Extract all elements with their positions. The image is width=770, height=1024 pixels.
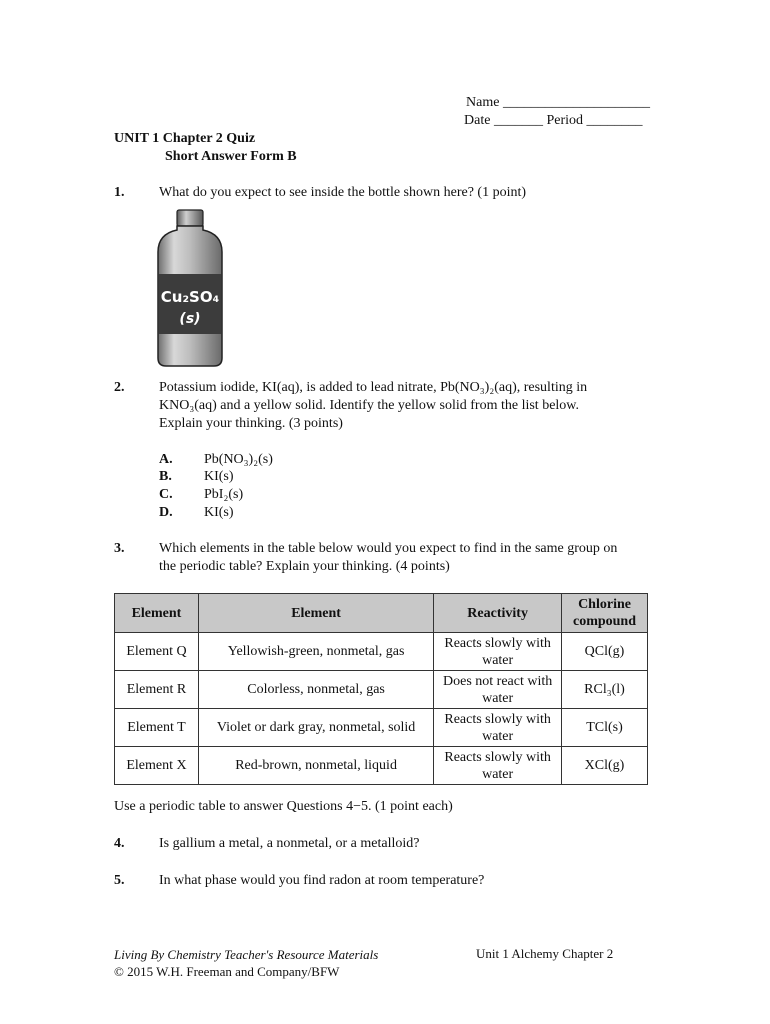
date-blank: _______	[493, 113, 543, 128]
cell-reactivity: Reacts slowly with water	[434, 633, 562, 671]
option-d-text: KI(s)	[204, 505, 234, 520]
bottle-label-formula: Cu₂SO₄	[160, 288, 220, 306]
question-2-line-2: KNO₃(aq) and a yellow solid. Identify the yellow solid from the list below.	[159, 398, 579, 413]
cell-element: Element X	[115, 747, 199, 785]
table-row	[115, 709, 648, 747]
cell-compound: TCl(s)	[562, 709, 648, 747]
cell-reactivity: Reacts slowly with water	[434, 709, 562, 747]
cell-element: Element R	[115, 671, 199, 709]
option-a-text: Pb(NO₃)₂(s)	[204, 452, 273, 467]
cell-description: Red-brown, nonmetal, liquid	[198, 747, 433, 785]
table-row	[115, 633, 648, 671]
question-1-number: 1.	[114, 185, 125, 200]
periodic-table-instruction: Use a periodic table to answer Questions 4−5. (1 point each)	[114, 799, 453, 814]
table-header-row	[115, 594, 648, 633]
element-table	[114, 593, 648, 785]
bottle-label-state: (s)	[179, 311, 201, 327]
cell-reactivity: Reacts slowly with water	[434, 747, 562, 785]
question-2-number: 2.	[114, 380, 125, 395]
cell-compound: QCl(g)	[562, 633, 648, 671]
quiz-title: UNIT 1 Chapter 2 Quiz	[114, 131, 256, 146]
quiz-subtitle: Short Answer Form B	[165, 149, 297, 164]
option-c-letter: C.	[159, 487, 173, 502]
option-c-text: PbI₂(s)	[204, 487, 244, 502]
period-label: Period	[546, 113, 583, 128]
question-2-line-1: Potassium iodide, KI(aq), is added to lead nitrate, Pb(NO₃)₂(aq), resulting in	[159, 380, 588, 395]
date-period-line	[464, 113, 643, 129]
cell-element: Element Q	[115, 633, 199, 671]
period-blank: ________	[586, 113, 643, 128]
question-1-text: What do you expect to see inside the bottle shown here? (1 point)	[159, 185, 527, 200]
cell-description: Colorless, nonmetal, gas	[198, 671, 433, 709]
cell-compound: XCl(g)	[562, 747, 648, 785]
header-element-description: Element	[198, 594, 433, 633]
footer-copyright: © 2015 W.H. Freeman and Company/BFW	[114, 964, 340, 979]
date-label: Date	[464, 113, 491, 128]
name-label: Name	[466, 95, 500, 110]
option-a-letter: A.	[159, 452, 173, 467]
footer-unit: Unit 1 Alchemy Chapter 2	[476, 946, 614, 961]
cell-description: Yellowish-green, nonmetal, gas	[198, 633, 433, 671]
cell-description: Violet or dark gray, nonmetal, solid	[198, 709, 433, 747]
question-3-line-1: Which elements in the table below would you expect to find in the same group on	[159, 541, 618, 556]
cell-compound: RCl₃(l)	[562, 671, 648, 709]
name-blank: _____________________	[502, 95, 650, 110]
header-chlorine-compound: Chlorine compound	[562, 594, 648, 633]
question-5-number: 5.	[114, 873, 125, 888]
option-b-text: KI(s)	[204, 469, 234, 484]
table-row	[115, 747, 648, 785]
question-3-line-2: the periodic table? Explain your thinking. (4 points)	[159, 559, 450, 574]
option-d-letter: D.	[159, 505, 173, 520]
name-line	[466, 95, 650, 111]
bottle-image	[150, 208, 230, 370]
question-5-text: In what phase would you find radon at room temperature?	[159, 873, 485, 888]
header-element: Element	[115, 594, 199, 633]
bottle-svg	[150, 208, 230, 370]
header-reactivity: Reactivity	[434, 594, 562, 633]
question-4-text: Is gallium a metal, a nonmetal, or a metalloid?	[159, 836, 420, 851]
option-b-letter: B.	[159, 469, 172, 484]
cell-element: Element T	[115, 709, 199, 747]
question-4-number: 4.	[114, 836, 125, 851]
footer-publication: Living By Chemistry Teacher's Resource Materials	[114, 947, 379, 962]
cell-reactivity: Does not react with water	[434, 671, 562, 709]
question-3-number: 3.	[114, 541, 125, 556]
table-row	[115, 671, 648, 709]
footer-left	[114, 946, 378, 980]
question-2-line-3: Explain your thinking. (3 points)	[159, 416, 343, 431]
